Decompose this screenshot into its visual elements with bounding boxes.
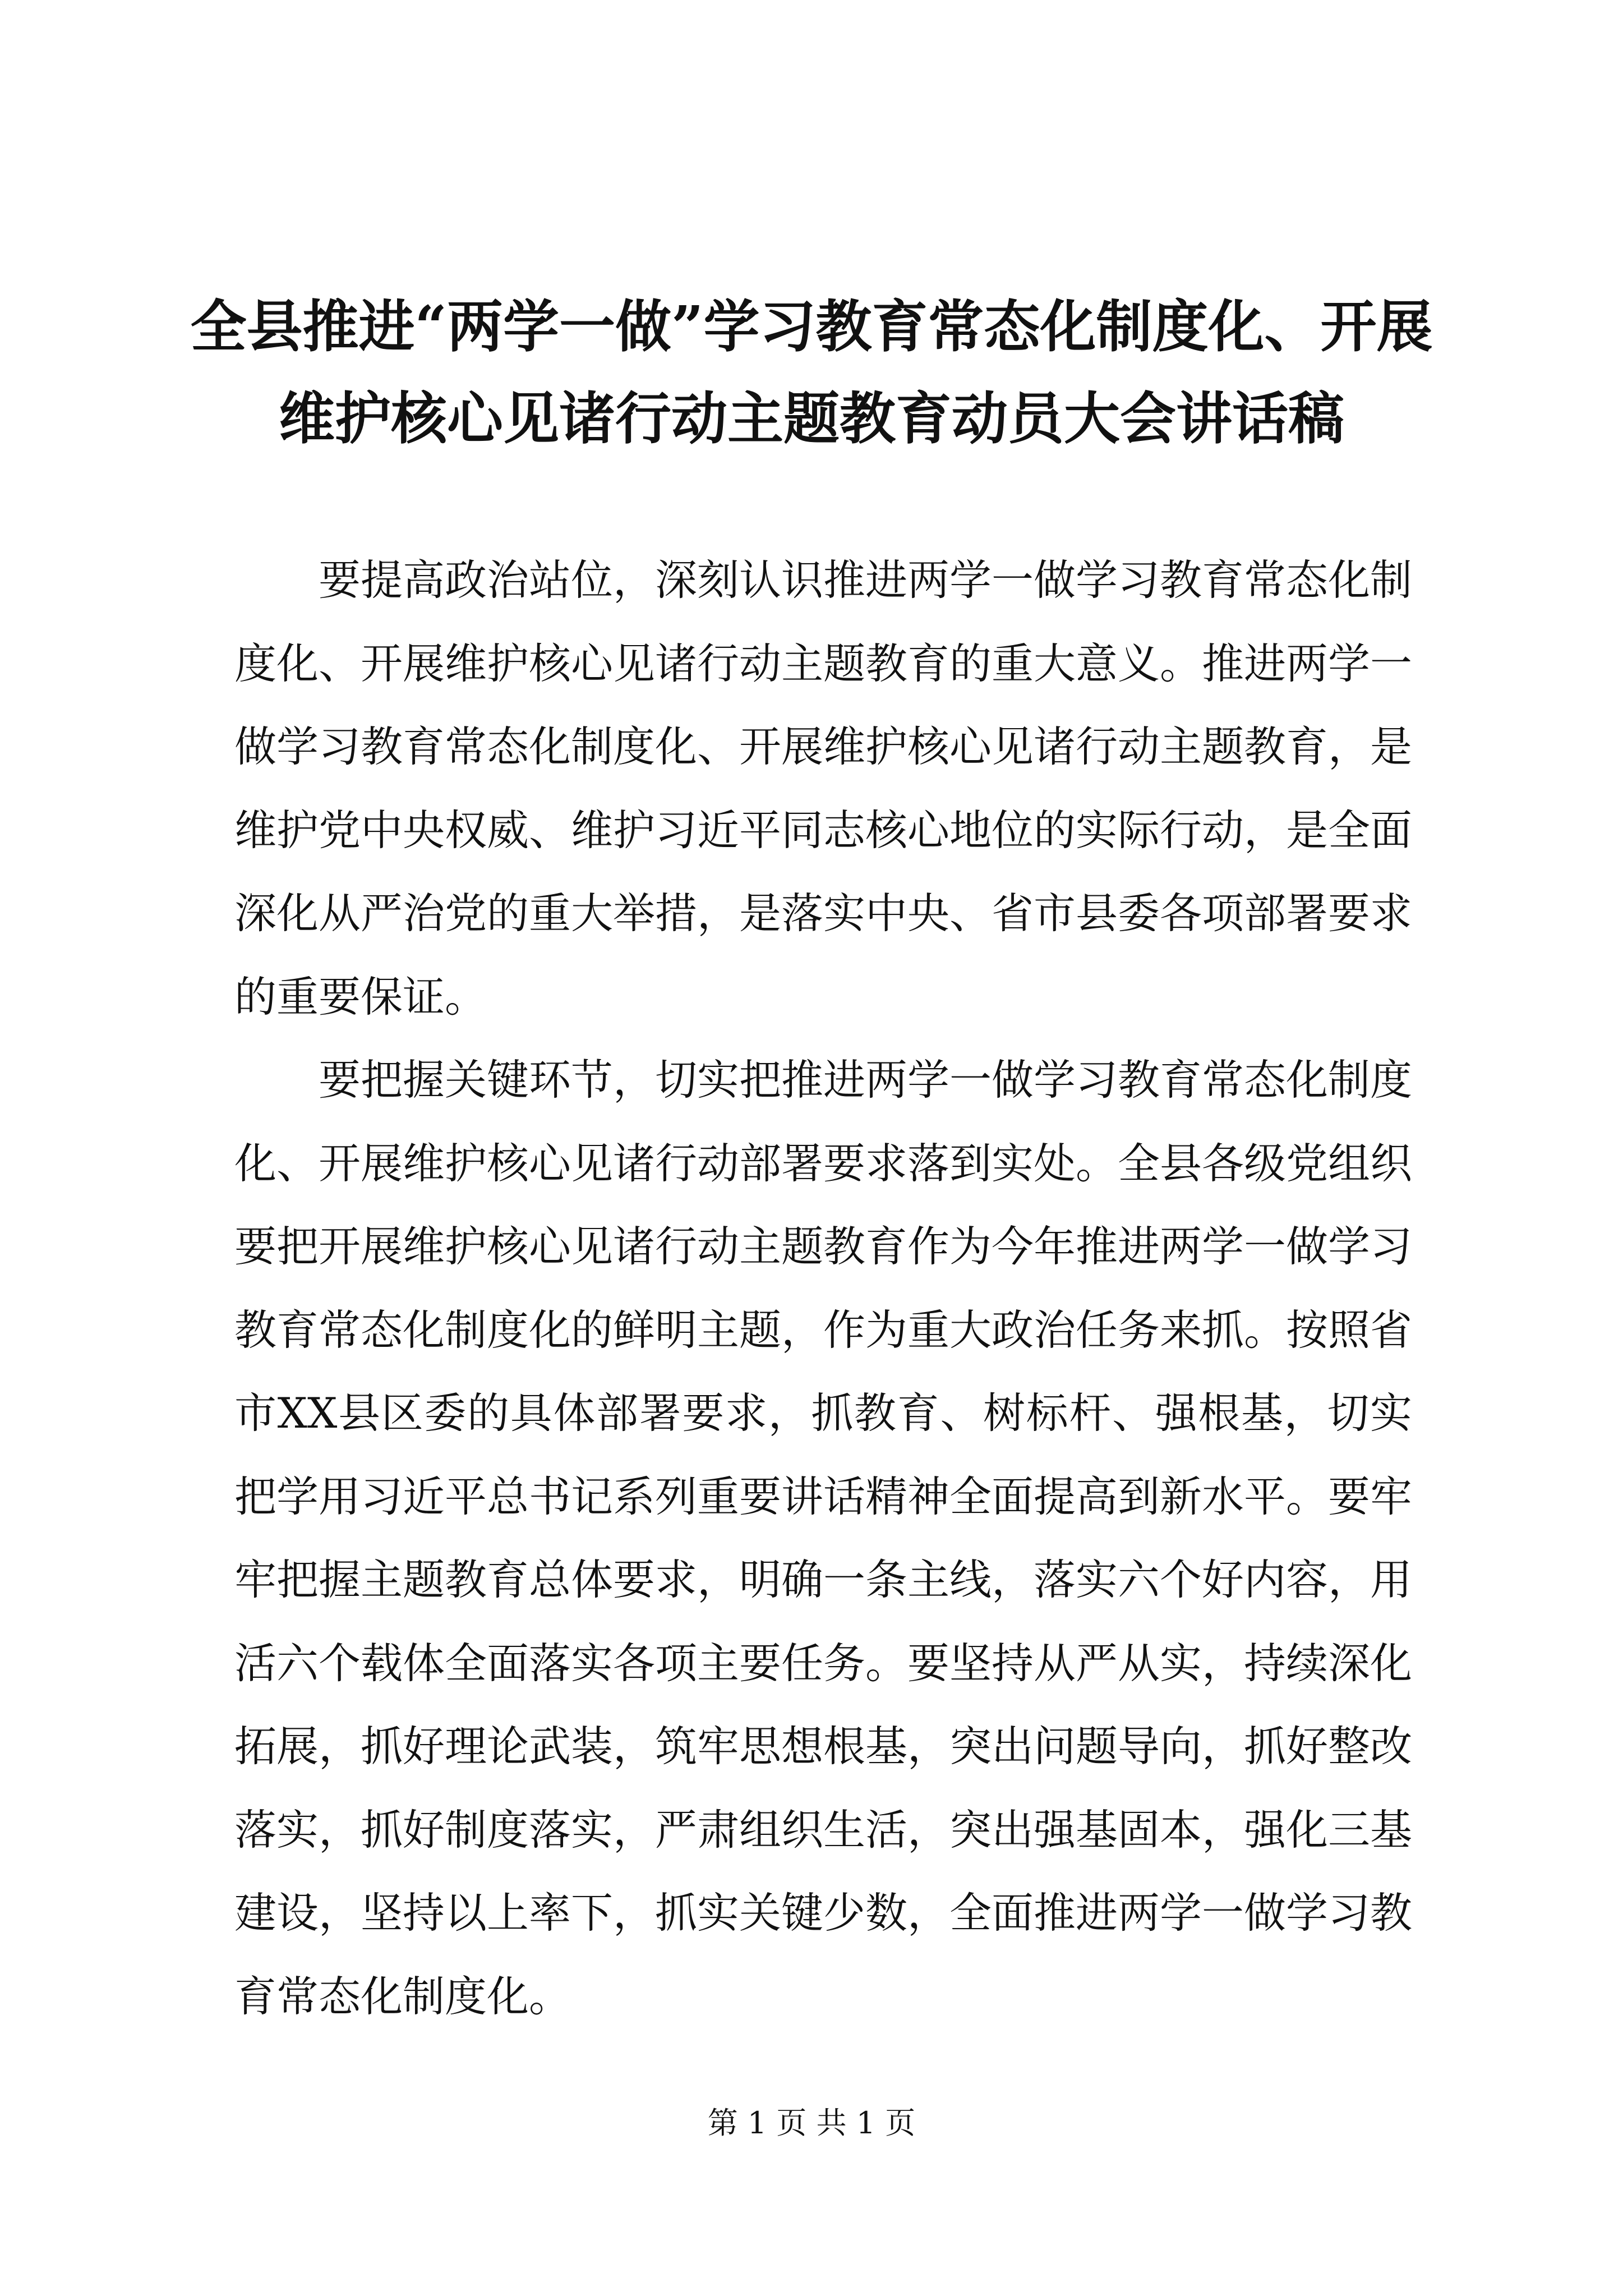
document-title: 全县推进“两学一做”学习教育常态化制度化、开展维护核心见诸行动主题教育动员大会讲话稿 [190, 293, 1433, 452]
document-body [234, 539, 1412, 2038]
paragraph: 要提高政治站位，深刻认识推进两学一做学习教育常态化制度化、开展维护核心见诸行动主题教育的重大意义。推进两学一做学习教育常态化制度化、开展维护核心见诸行动主题教育，是维护党中央权威、维护习近平同志核心地位的实际行动，是全面深化从严治党的重大举措，是落实中央、省市县委各项部署要求的重要保证。 [234, 555, 1413, 1022]
page-footer: 第 1 页 共 1 页 [707, 2105, 916, 2141]
paragraph: 要把握关键环节，切实把推进两学一做学习教育常态化制度化、开展维护核心见诸行动部署要求落到实处。全县各级党组织要把开展维护核心见诸行动主题教育作为今年推进两学一做学习教育常态化制度化的鲜明主题，作为重大政治任务来抓。按照省市XX县区委的具体部署要求，抓教育、树标杆、强根基，切实把学用习近平总书记系列重要讲话精神全面提高到新水平。要牢牢把握主题教育总体要求，明确一条主线，落实六个好内容，用活六个载体全面落实各项主要任务。要坚持从严从实，持续深化拓展，抓好理论武装，筑牢思想根基，突出问题导向，抓好整改落实，抓好制度落实，严肃组织生活，突出强基固本，强化三基建设，坚持以上率下，抓实关键少数，全面推进两学一做学习教育常态化制度化。 [234, 1055, 1413, 2021]
